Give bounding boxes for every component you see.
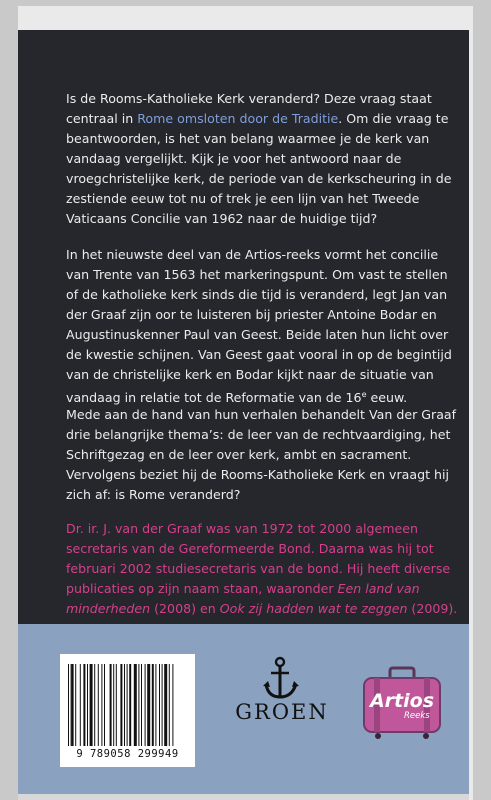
blurb-text: Is de Rooms-Katholieke Kerk veranderd? Deze vraag staat centraal in — [66, 91, 432, 126]
barcode — [60, 654, 195, 767]
bio-text: (2009). — [407, 601, 458, 616]
publisher-name: GROEN — [235, 700, 329, 724]
series-logo — [362, 666, 442, 744]
blurb-paragraph-1 — [66, 89, 458, 229]
barcode-icon — [68, 664, 187, 746]
series-subtitle: Reeks — [404, 711, 430, 721]
series-name: Artios — [369, 690, 435, 712]
bio-text: Dr. ir. J. van der Graaf was van 1972 tot 2000 algemeen secretaris van de Gereformeerde Bond. Daarna was hij tot februari 2002 studiesecretaris van de bond. Hij heeft diverse publicaties op zijn naam staan, waaronder — [66, 521, 451, 596]
superscript: e — [361, 390, 367, 399]
blurb-paragraph-3: Mede aan de hand van hun verhalen behandelt Van der Graaf drie belangrijke thema’s: de leer van de rechtvaardiging, het Schriftgezag en de leer over kerk, ambt en sacrament. Vervolgens beziet hij de Rooms-Katholieke Kerk en vraagt hij zich af: is Rome veranderd? — [66, 407, 457, 502]
blurb-text: . Om die vraag te beantwoorden, is het van belang waarmee je de kerk van vandaag vergelijkt. Kijk je voor het antwoord naar de vroegchristelijke kerk, de periode van de kerkscheuring in de zestiende eeuw tot nu of trek je een lijn van het Tweede Vaticaans Concilie van 1962 naar de huidige tijd? — [66, 111, 452, 226]
blurb-text: eeuw. — [366, 390, 408, 406]
cover-bottom-edge — [18, 794, 469, 800]
anchor-icon — [262, 656, 302, 702]
book-title: Een land van minderheden — [66, 581, 420, 616]
publisher-logo — [230, 656, 334, 724]
isbn-number: 9 789058 299949 — [76, 748, 179, 760]
book-title: Ook zij hadden wat te zeggen — [219, 601, 408, 616]
book-title-highlight: Rome omsloten door de Traditie — [137, 111, 339, 126]
blurb-text: In het nieuwste deel van de Artios-reeks vormt het concilie van Trente van 1563 het markeringspunt. Om vast te stellen of de katholieke kerk sinds die tijd is veranderd, legt Jan van der Graaf zijn oor te luisteren bij priester Antoine Bodar en Augustinuskenner Paul van Geest. Beide laten hun licht over de kwestie schijnen. Van Geest gaat vooral in op de begintijd van de christelijke kerk en Bodar kijkt naar de situatie van vandaag in relatie tot de Reformatie van de 16 — [66, 247, 452, 406]
author-bio — [66, 519, 458, 619]
blurb-paragraph-2 — [66, 245, 458, 408]
bio-text: (2008) en — [150, 601, 220, 616]
